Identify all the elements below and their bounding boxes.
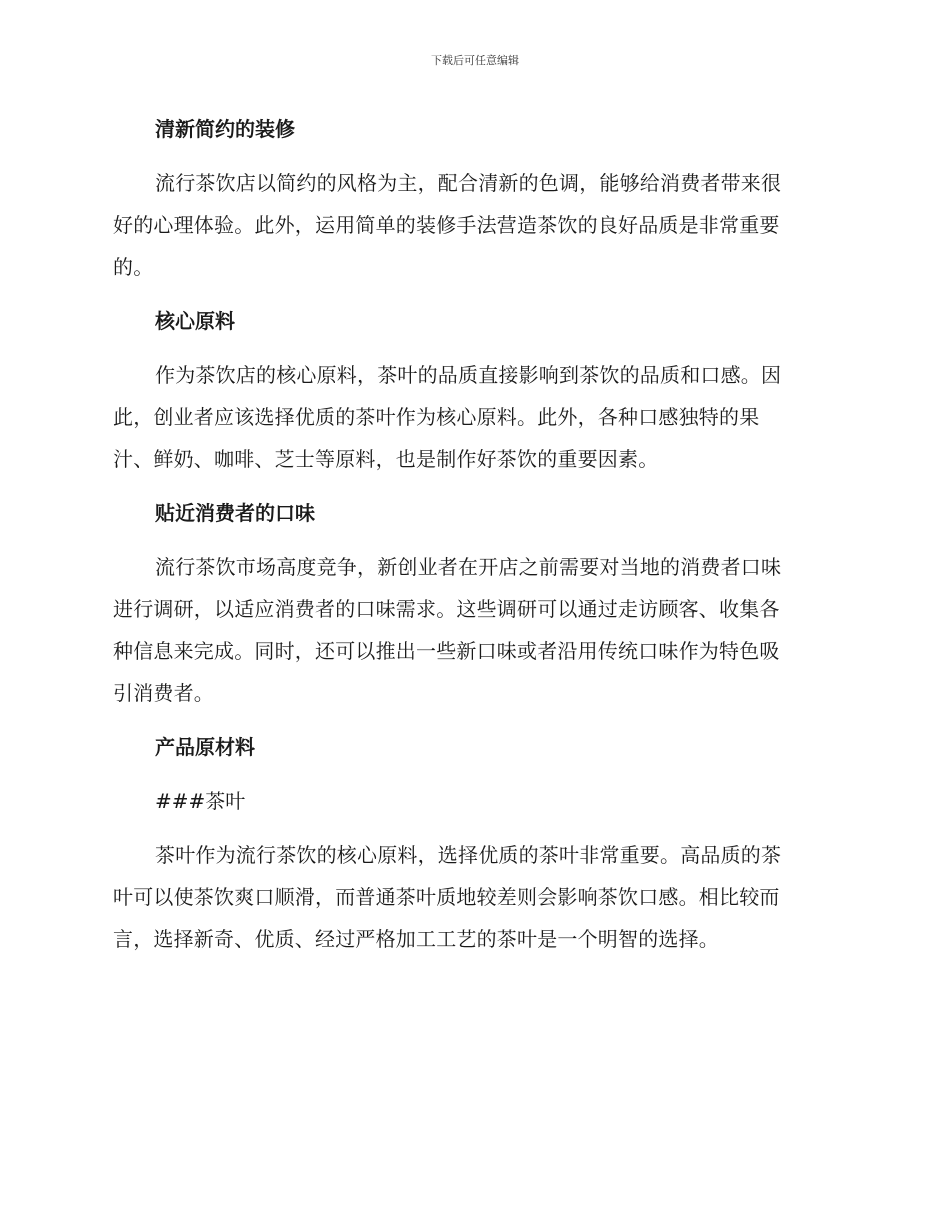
paragraph-line: 的。	[113, 255, 154, 279]
section-heading-core-ingredients: 核心原料	[155, 309, 235, 333]
paragraph-tea	[113, 834, 833, 960]
paragraph-line: 好的心理体验。此外，运用简单的装修手法营造茶饮的良好品质是非常重要	[113, 213, 780, 237]
page-header: 下载后可任意编辑	[431, 54, 519, 67]
paragraph-decoration	[113, 162, 833, 288]
paragraph-line: 进行调研，以适应消费者的口味需求。这些调研可以通过走访顾客、收集各	[113, 597, 780, 621]
section-heading-consumer-taste: 贴近消费者的口味	[155, 501, 315, 525]
document-body	[113, 108, 833, 972]
paragraph-line: 流行茶饮店以简约的风格为主，配合清新的色调，能够给消费者带来很	[155, 171, 782, 195]
paragraph-line: 流行茶饮市场高度竞争，新创业者在开店之前需要对当地的消费者口味	[155, 555, 782, 579]
paragraph-consumer-taste	[113, 546, 833, 714]
section-heading-raw-materials: 产品原材料	[155, 735, 255, 759]
paragraph-line: 作为茶饮店的核心原料，茶叶的品质直接影响到茶饮的品质和口感。因	[155, 363, 782, 387]
paragraph-line: 种信息来完成。同时，还可以推出一些新口味或者沿用传统口味作为特色吸	[113, 639, 780, 663]
paragraph-line: 此，创业者应该选择优质的茶叶作为核心原料。此外，各种口感独特的果	[113, 405, 760, 429]
paragraph-line: 言，选择新奇、优质、经过严格加工工艺的茶叶是一个明智的选择。	[113, 927, 719, 951]
paragraph-line: 茶叶作为流行茶饮的核心原料，选择优质的茶叶非常重要。高品质的茶	[155, 843, 782, 867]
section-heading-decoration: 清新简约的装修	[155, 117, 295, 141]
paragraph-core-ingredients	[113, 354, 833, 480]
paragraph-line: 引消费者。	[113, 681, 214, 705]
paragraph-line: 汁、鲜奶、咖啡、芝士等原料，也是制作好茶饮的重要因素。	[113, 447, 659, 471]
paragraph-line: 叶可以使茶饮爽口顺滑，而普通茶叶质地较差则会影响茶饮口感。相比较而	[113, 885, 780, 909]
subheading-tea: ###茶叶	[155, 789, 246, 813]
